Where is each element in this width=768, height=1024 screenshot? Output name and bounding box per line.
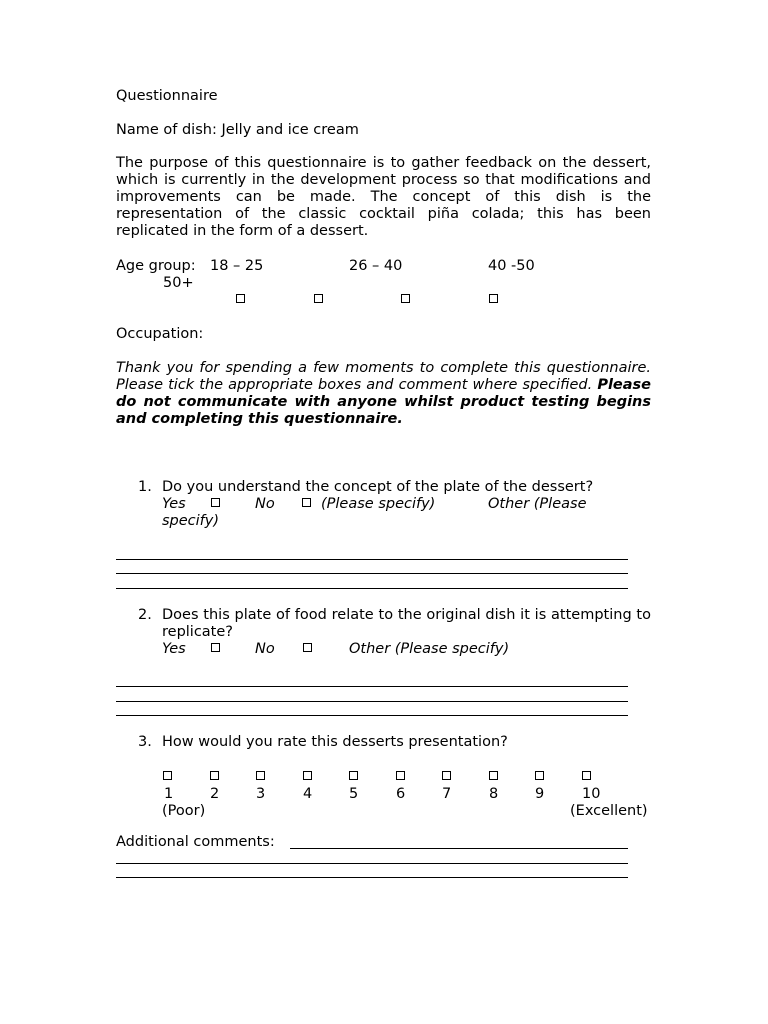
q2-answer-line-2[interactable]	[116, 701, 628, 702]
rating-checkbox-10[interactable]	[582, 769, 591, 786]
q2-no-checkbox[interactable]	[303, 641, 312, 658]
q1-number: 1.	[138, 479, 152, 495]
page-title: Questionnaire	[116, 88, 218, 104]
rating-excellent-label: (Excellent)	[570, 803, 648, 819]
rating-poor-label: (Poor)	[162, 803, 206, 819]
q3-number: 3.	[138, 734, 152, 750]
purpose-paragraph: The purpose of this questionnaire is to gather feedback on the dessert, which is currently in the development process so that modifications and improvements can be made. The concept of this dish is the representation of the classic cocktail piña colada; this has been replicated in the form of a dessert.	[116, 155, 651, 239]
q1-other-label: Other (Please	[488, 496, 587, 512]
rating-checkbox-3[interactable]	[256, 769, 265, 786]
q1-no-label: No	[255, 496, 275, 512]
rating-label-7: 7	[442, 786, 452, 802]
rating-checkbox-2[interactable]	[210, 769, 219, 786]
rating-label-2: 2	[210, 786, 220, 802]
age-checkbox-26-40[interactable]	[314, 292, 323, 309]
q2-text: Does this plate of food relate to the original dish it is attempting to replicate?	[162, 607, 651, 640]
q1-answer-line-1[interactable]	[116, 559, 628, 560]
q1-text: Do you understand the concept of the plate of the dessert?	[162, 479, 594, 495]
rating-label-1: 1	[164, 786, 174, 802]
additional-comments-line-3[interactable]	[116, 877, 628, 878]
q2-answer-line-1[interactable]	[116, 686, 628, 687]
additional-comments-label: Additional comments:	[116, 834, 275, 850]
age-option-18-25: 18 – 25	[210, 258, 264, 274]
rating-checkbox-4[interactable]	[303, 769, 312, 786]
occupation-label: Occupation:	[116, 326, 204, 342]
dish-name: Name of dish: Jelly and ice cream	[116, 122, 359, 138]
additional-comments-line-1[interactable]	[290, 848, 628, 849]
rating-checkbox-6[interactable]	[396, 769, 405, 786]
q2-no-label: No	[255, 641, 275, 657]
q1-answer-line-2[interactable]	[116, 573, 628, 574]
age-option-40-50: 40 -50	[488, 258, 535, 274]
rating-checkbox-5[interactable]	[349, 769, 358, 786]
rating-checkbox-9[interactable]	[535, 769, 544, 786]
rating-checkbox-8[interactable]	[489, 769, 498, 786]
q1-answer-line-3[interactable]	[116, 588, 628, 589]
q2-number: 2.	[138, 607, 152, 623]
q1-yes-label: Yes	[162, 496, 186, 512]
age-checkbox-18-25[interactable]	[236, 292, 245, 309]
rating-checkbox-7[interactable]	[442, 769, 451, 786]
q2-answer-line-3[interactable]	[116, 715, 628, 716]
q2-other-label: Other (Please specify)	[349, 641, 510, 657]
q1-please-specify: (Please specify)	[321, 496, 436, 512]
instructions-bold: Please do not communicate with anyone whilst product testing begins and completing this questionnaire.	[116, 377, 651, 427]
rating-label-8: 8	[489, 786, 499, 802]
rating-label-4: 4	[303, 786, 313, 802]
age-checkbox-40-50[interactable]	[401, 292, 410, 309]
q1-yes-checkbox[interactable]	[211, 496, 220, 513]
rating-label-3: 3	[256, 786, 266, 802]
instructions-paragraph	[116, 360, 651, 428]
age-option-50-plus: 50+	[163, 275, 194, 291]
q3-text: How would you rate this desserts presentation?	[162, 734, 508, 750]
rating-label-5: 5	[349, 786, 359, 802]
rating-label-6: 6	[396, 786, 406, 802]
additional-comments-line-2[interactable]	[116, 863, 628, 864]
rating-label-10: 10	[582, 786, 601, 802]
q1-no-checkbox[interactable]	[302, 496, 311, 513]
q1-other-continued: specify)	[162, 513, 220, 529]
age-option-26-40: 26 – 40	[349, 258, 403, 274]
rating-label-9: 9	[535, 786, 545, 802]
q2-yes-checkbox[interactable]	[211, 641, 220, 658]
age-checkbox-50-plus[interactable]	[489, 292, 498, 309]
age-group-label: Age group:	[116, 258, 196, 274]
instructions-italic: Thank you for spending a few moments to complete this questionnaire. Please tick the appropriate boxes and comment where specified.	[116, 360, 651, 393]
rating-checkbox-1[interactable]	[163, 769, 172, 786]
q2-yes-label: Yes	[162, 641, 186, 657]
